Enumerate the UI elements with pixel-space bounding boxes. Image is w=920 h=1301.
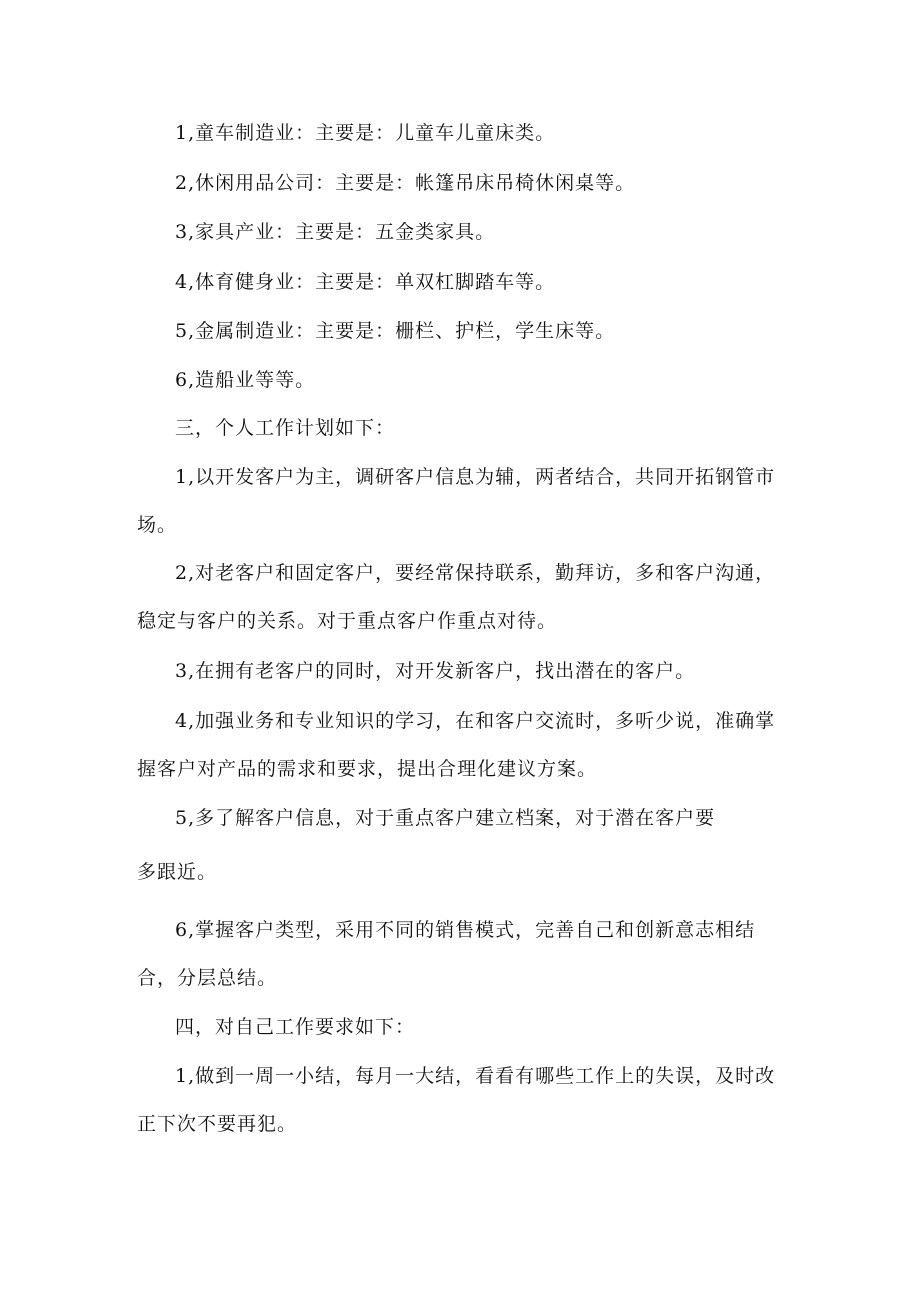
text-line: 1,做到一周一小结，每月一大结，看看有哪些工作上的失误，及时改 bbox=[175, 1065, 776, 1087]
section-heading: 三，个人工作计划如下： bbox=[175, 417, 396, 439]
text-line: 3,在拥有老客户的同时，对开发新客户，找出潜在的客户。 bbox=[175, 660, 696, 682]
text-line: 6,造船业等等。 bbox=[175, 369, 316, 391]
text-line: 多跟近。 bbox=[137, 861, 218, 883]
text-line: 1,童车制造业：主要是：儿童车儿童床类。 bbox=[175, 122, 556, 144]
text-line: 6,掌握客户类型，采用不同的销售模式，完善自己和创新意志相结 bbox=[175, 919, 756, 941]
text-line: 3,家具产业：主要是：五金类家具。 bbox=[175, 221, 496, 243]
text-line: 稳定与客户的关系。对于重点客户作重点对待。 bbox=[137, 610, 558, 632]
text-line: 4,体育健身业：主要是：单双杠脚踏车等。 bbox=[175, 271, 556, 293]
text-line: 2,对老客户和固定客户，要经常保持联系，勤拜访，多和客户沟通， bbox=[175, 562, 776, 584]
text-line: 正下次不要再犯。 bbox=[137, 1113, 298, 1135]
text-line: 握客户对产品的需求和要求，提出合理化建议方案。 bbox=[137, 758, 598, 780]
text-line: 1,以开发客户为主，调研客户信息为辅，两者结合，共同开拓钢管市 bbox=[175, 466, 776, 488]
section-heading: 四，对自己工作要求如下： bbox=[175, 1016, 416, 1038]
text-line: 2,休闲用品公司：主要是：帐篷吊床吊椅休闲桌等。 bbox=[175, 172, 636, 194]
text-line: 5,金属制造业：主要是：栅栏、护栏，学生床等。 bbox=[175, 320, 616, 342]
text-line: 5,多了解客户信息，对于重点客户建立档案，对于潜在客户要 bbox=[175, 807, 716, 829]
text-line: 4,加强业务和专业知识的学习，在和客户交流时，多听少说，准确掌 bbox=[175, 710, 776, 732]
text-line: 合，分层总结。 bbox=[137, 967, 278, 989]
text-line: 场。 bbox=[137, 514, 178, 536]
